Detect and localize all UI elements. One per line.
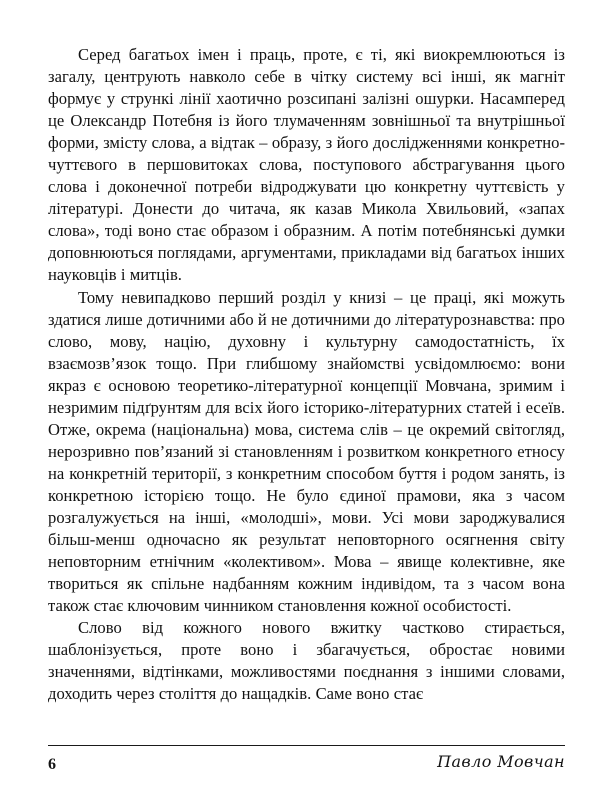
- footer-divider: [48, 745, 565, 746]
- page-number: 6: [48, 756, 56, 773]
- running-author: Павло Мовчан: [437, 752, 565, 771]
- paragraph-2: Тому невипадково перший розділ у книзі – це праці, які можуть здатися лише дотичними або й не дотичними до літературознавства: про слово, мову, націю, духовну і культурну самодостатність, їх взаємозв’язок тощо. При глибшому знайомстві усвідомлюємо: вони якраз є основою теоретико-літературної концепції Мовчана, зримим і незримим підґрунтям для всіх його історико-літературних статей і есеїв. Отже, окрема (національна) мова, система слів – це окремий світогляд, нерозривно пов’язаний зі становленням і розвитком конкретного етносу на конкретній території, з конкретним способом буття і родом занять, із конкретною історією тощо. Не було єдиної прамови, яка з часом розгалужується на інші, «молодші», мови. Усі мови зароджувалися більш-менш одночасно як результат неповторного осягнення світу неповторним етнічним «колективом». Мова – явище колективне, яке твориться як спільне надбанням кожним індивідом, та з часом вона також стає ключовим чинником становлення кожної особистості.: [48, 287, 565, 616]
- paragraph-1: Серед багатьох імен і праць, проте, є ті, які виокремлюються із загалу, центрують навколо себе в чітку систему всі інші, як магніт формує у стрункі лінії хаотично розсипані залізні ошурки. Насамперед це Олександр Потебня із його тлумаченням зовнішньої та внутрішньої форми, змісту слова, а відтак – образу, з його дослідженнями конкретно-чуттєвого в першовитоках слова, поступового абстрагування цього слова і доконечної потреби відроджувати цю конкретну чуттєвість у літературі. Донести до читача, як казав Микола Хвильовий, «запах слова», тоді воно стає образом і образним. А потім потебнянські думки доповнюються поглядами, аргументами, прикладами від багатьох інших науковців і митців.: [48, 45, 565, 285]
- page-text-block: [48, 44, 565, 705]
- paragraph-3: Слово від кожного нового вжитку частково стирається, шаблонізується, проте воно і збагачується, обростає новими значеннями, відтінками, можливостями поєднання з іншими словами, доходить через століття до нащадків. Саме воно стає: [48, 618, 565, 704]
- page-footer: [48, 752, 565, 782]
